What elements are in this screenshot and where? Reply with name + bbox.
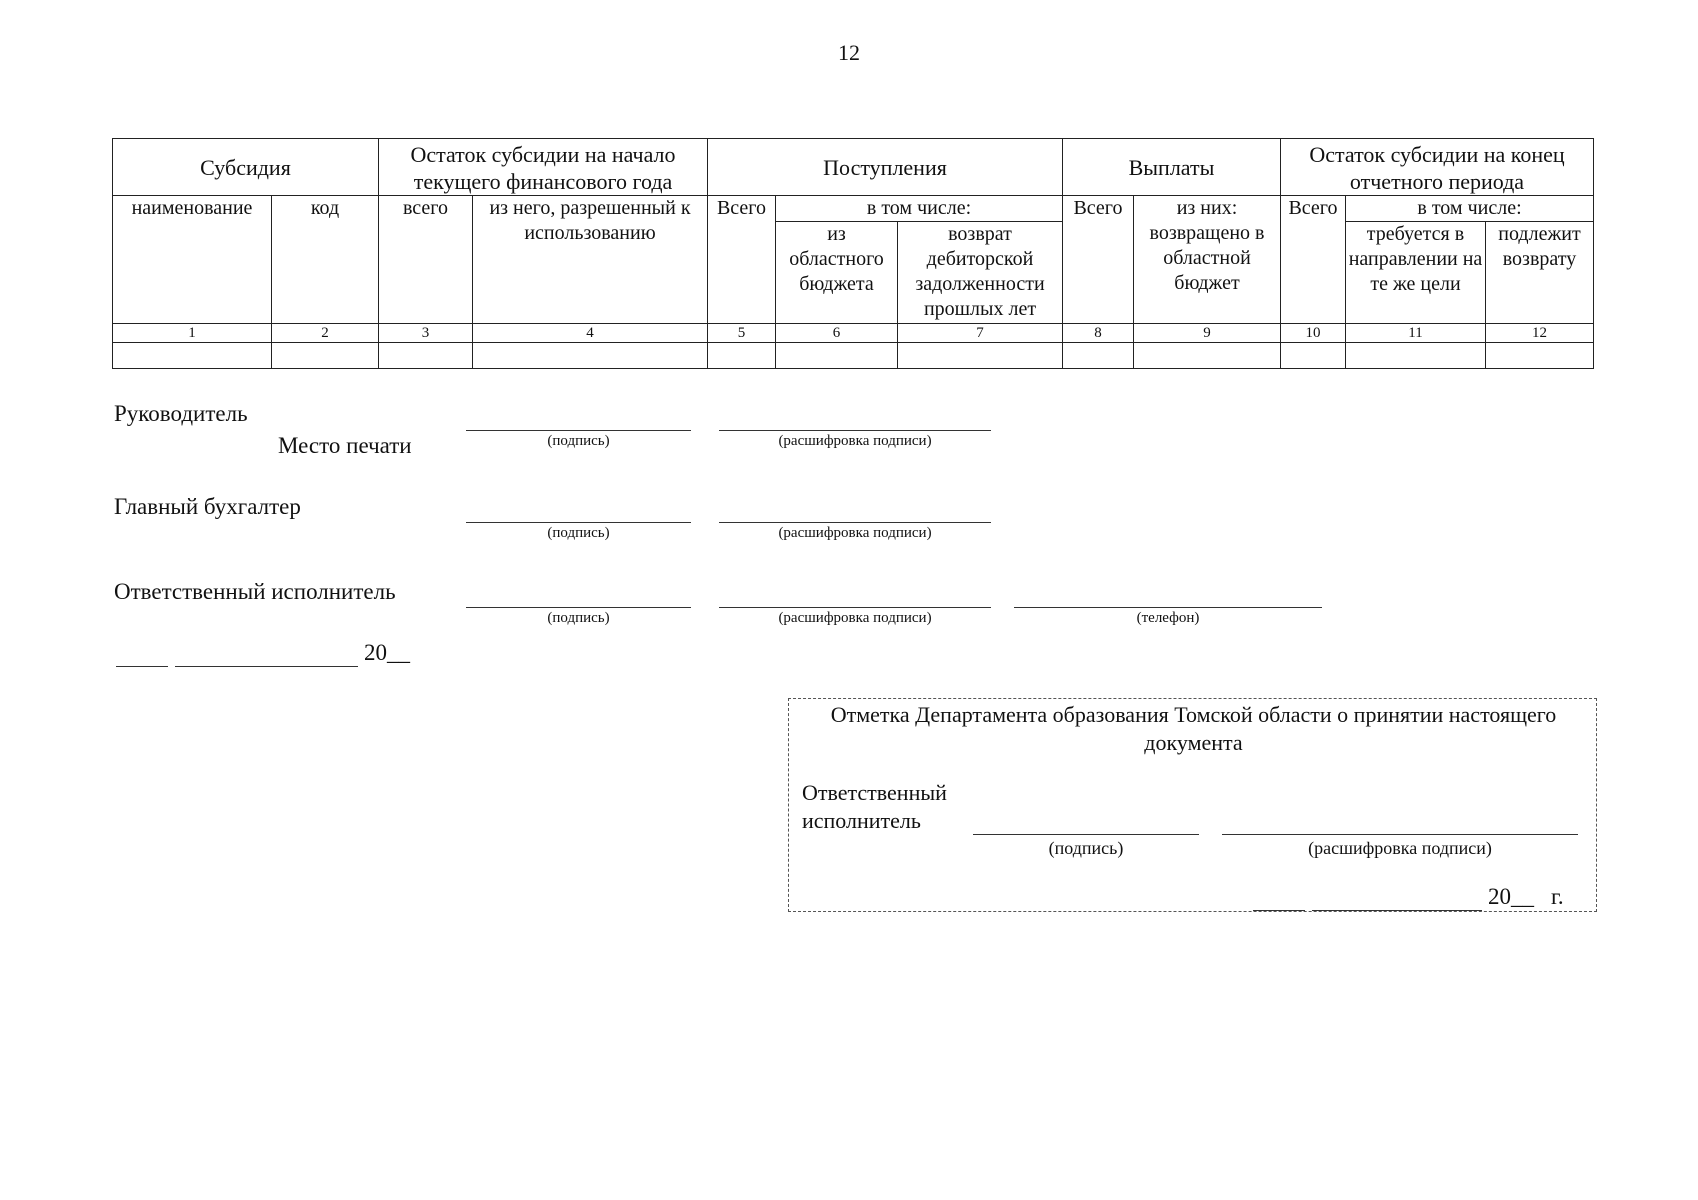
column-number: 6 <box>776 324 898 343</box>
header-subsidy: Субсидия <box>113 139 379 196</box>
head-label: Руководитель <box>114 401 248 426</box>
table-cell[interactable] <box>379 343 473 369</box>
date-month-line[interactable] <box>175 666 358 667</box>
acceptance-date-month-line[interactable] <box>1312 910 1482 911</box>
subheader-end-total: Всего <box>1281 196 1346 324</box>
accountant-transcript-caption: (расшифровка подписи) <box>778 525 932 541</box>
executor-phone-line[interactable] <box>1014 607 1322 608</box>
executor-signature-caption: (подпись) <box>547 610 610 626</box>
acceptance-date-year: 20__ <box>1488 884 1534 909</box>
acceptance-box <box>788 698 1597 912</box>
subheader-from-regional-budget: из областного бюджета <box>776 222 898 324</box>
column-number: 2 <box>272 324 379 343</box>
column-number: 8 <box>1063 324 1134 343</box>
subsidy-report-table <box>112 138 1594 369</box>
column-number: 5 <box>708 324 776 343</box>
acceptance-signature-caption: (подпись) <box>1048 838 1124 858</box>
header-balance-end: Остаток субсидии на конец отчетного периода <box>1281 139 1594 196</box>
subheader-receipts-total: Всего <box>708 196 776 324</box>
date-year: 20__ <box>364 640 410 665</box>
subheader-returned-to-budget: из них: возвращено в областной бюджет <box>1134 196 1281 324</box>
table-cell[interactable] <box>1486 343 1594 369</box>
head-transcript-line[interactable] <box>719 430 991 431</box>
subheader-receipts-including: в том числе: <box>776 196 1063 222</box>
column-number: 9 <box>1134 324 1281 343</box>
executor-label: Ответственный исполнитель <box>114 579 396 604</box>
accountant-signature-caption: (подпись) <box>547 525 610 541</box>
header-receipts: Поступления <box>708 139 1063 196</box>
acceptance-transcript-line[interactable] <box>1222 834 1578 835</box>
table-cell[interactable] <box>473 343 708 369</box>
acceptance-transcript-caption: (расшифровка подписи) <box>1308 838 1492 858</box>
acceptance-date-suffix: г. <box>1551 884 1564 909</box>
head-signature-line[interactable] <box>466 430 691 431</box>
chief-accountant-label: Главный бухгалтер <box>114 494 301 519</box>
date-day-line[interactable] <box>116 666 168 667</box>
executor-transcript-caption: (расшифровка подписи) <box>778 610 932 626</box>
subheader-total-start: всего <box>379 196 473 324</box>
table-cell[interactable] <box>1346 343 1486 369</box>
table-cell[interactable] <box>1281 343 1346 369</box>
table-cell[interactable] <box>776 343 898 369</box>
column-number: 12 <box>1486 324 1594 343</box>
column-number: 7 <box>898 324 1063 343</box>
subheader-to-be-returned: подлежит возврату <box>1486 222 1594 324</box>
table-cell[interactable] <box>898 343 1063 369</box>
accountant-signature-line[interactable] <box>466 522 691 523</box>
acceptance-title: Отметка Департамента образования Томской области о принятии настоящего документа <box>830 702 1557 755</box>
table-cell[interactable] <box>272 343 379 369</box>
table-cell[interactable] <box>708 343 776 369</box>
table-cell[interactable] <box>1134 343 1281 369</box>
column-number: 3 <box>379 324 473 343</box>
subheader-payments-total: Всего <box>1063 196 1134 324</box>
accountant-transcript-line[interactable] <box>719 522 991 523</box>
subheader-end-including: в том числе: <box>1346 196 1594 222</box>
column-number: 1 <box>113 324 272 343</box>
executor-signature-line[interactable] <box>466 607 691 608</box>
subheader-required-same-purposes: требуется в направлении на те же цели <box>1346 222 1486 324</box>
head-signature-caption: (подпись) <box>547 433 610 449</box>
column-number: 11 <box>1346 324 1486 343</box>
column-number: 4 <box>473 324 708 343</box>
acceptance-executor-label-line2: исполнитель <box>802 808 921 833</box>
subheader-allowed-use: из него, разрешенный к использованию <box>473 196 708 324</box>
acceptance-date-day-line[interactable] <box>1253 910 1305 911</box>
table-row <box>113 343 1594 369</box>
subheader-name: наименование <box>113 196 272 324</box>
executor-phone-caption: (телефон) <box>1136 610 1200 626</box>
subheader-code: код <box>272 196 379 324</box>
table-cell[interactable] <box>113 343 272 369</box>
header-payments: Выплаты <box>1063 139 1281 196</box>
head-transcript-caption: (расшифровка подписи) <box>778 433 932 449</box>
acceptance-executor-label-line1: Ответственный <box>802 780 947 805</box>
table-cell[interactable] <box>1063 343 1134 369</box>
acceptance-signature-line[interactable] <box>973 834 1199 835</box>
executor-transcript-line[interactable] <box>719 607 991 608</box>
page-number: 12 <box>838 40 860 65</box>
stamp-place-label: Место печати <box>278 433 412 458</box>
subheader-return-receivables: возврат дебиторской задолженности прошлых лет <box>898 222 1063 324</box>
header-balance-start: Остаток субсидии на начало текущего финансового года <box>379 139 708 196</box>
column-number: 10 <box>1281 324 1346 343</box>
